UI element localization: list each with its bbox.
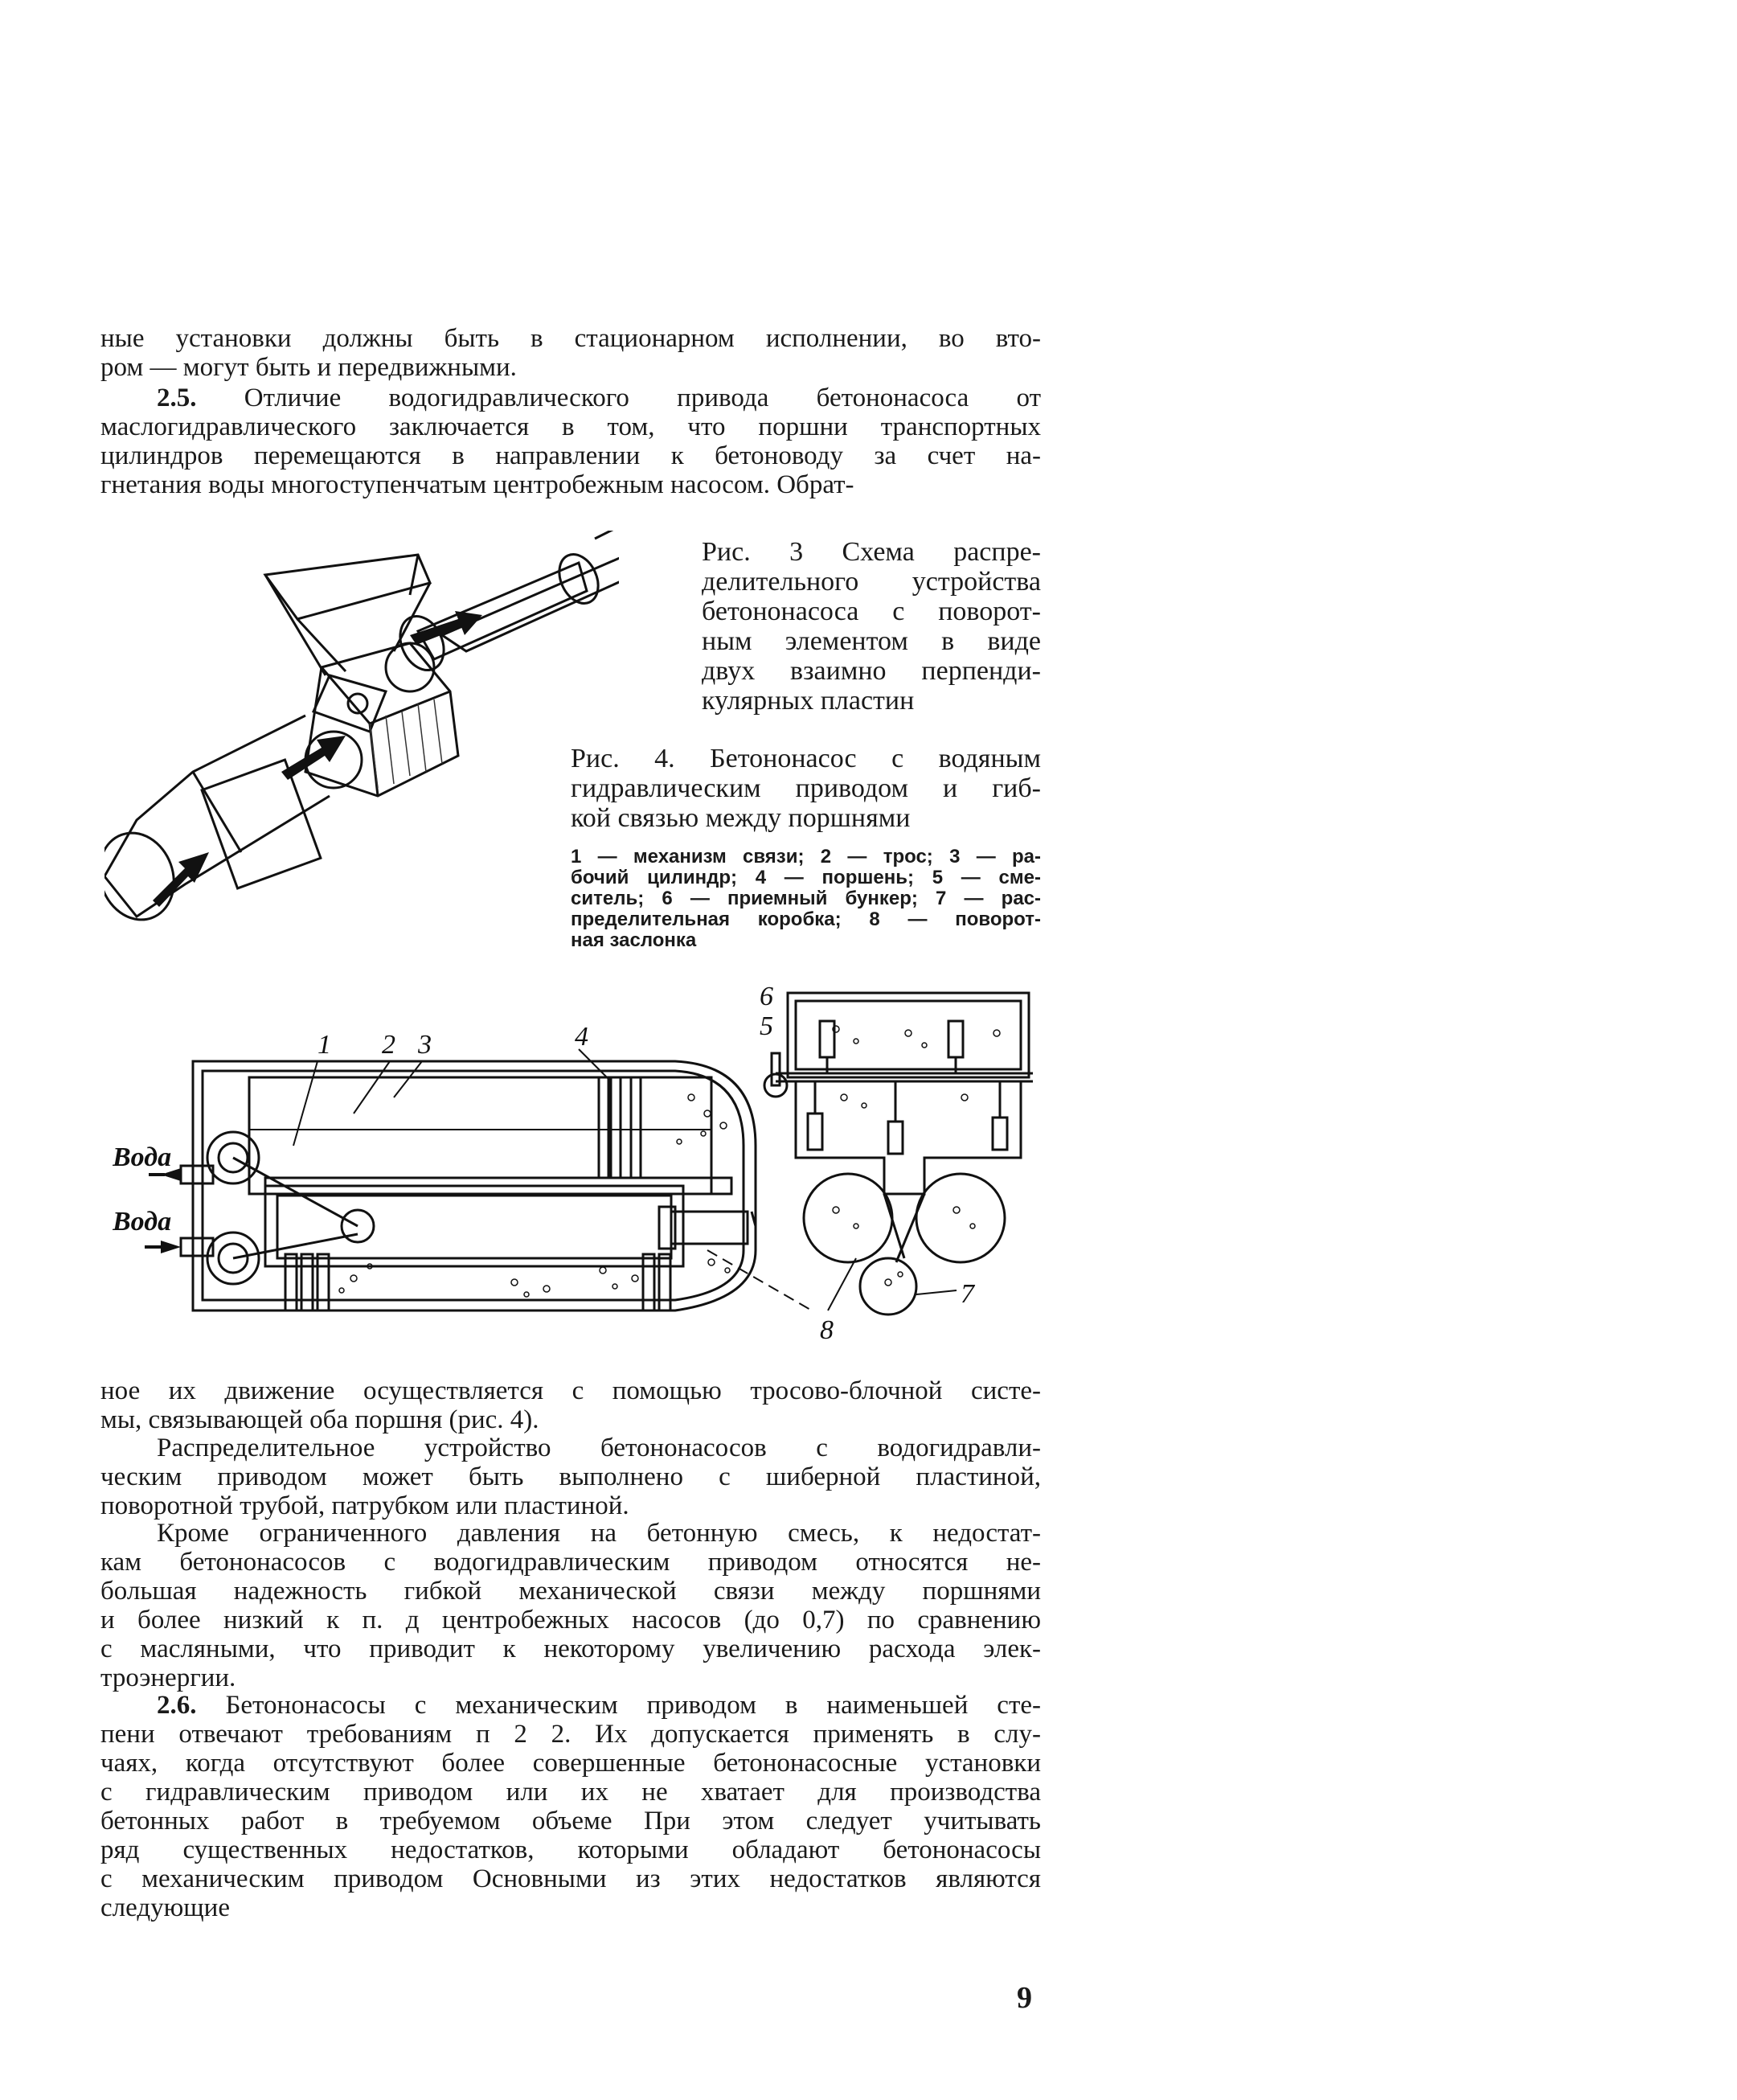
legend-line: пределительная коробка; 8 — поворот- [571,908,1041,930]
text-line: с масляными, что приводит к некоторому увеличению расхода элек- [100,1634,1041,1663]
caption-line: бетононасоса с поворот- [702,597,1041,626]
text-line: и более низкий к п. д центробежных насосов (до 0,7) по сравнению [100,1606,1041,1634]
legend-line: ная заслонка [571,929,697,951]
text-line: ряд существенных недостатков, которыми обладают бетононасосы [100,1835,1041,1864]
text-line [100,1691,1041,1720]
text-line: ром — могут быть и передвижными. [100,353,517,382]
label-3: 3 [418,1030,432,1060]
text-line: бетонных работ в требуемом объеме При этом следует учитывать [100,1807,1041,1835]
figure-4-legend [571,847,1041,951]
text-line [100,383,1041,412]
label-2: 2 [382,1030,395,1060]
text-line: ные установки должны быть в стационарном исполнении, во вто- [100,324,1041,353]
text-line: кам бетононасосов с водогидравлическим приводом относятся не- [100,1548,1041,1577]
caption-line: делительного устройства [702,567,1041,597]
distribution-device-paragraph [100,1433,1041,1520]
text-line: поворотной трубой, патрубком или пластиной. [100,1491,629,1520]
text-line: троэнергии. [100,1663,236,1692]
label-water-2: Вода [113,1207,172,1237]
section-number: 2.6. [157,1691,197,1720]
text-line: Кроме ограниченного давления на бетонную смесь, к недостат- [157,1519,1041,1548]
caption-line: Рис. 3 Схема распре- [702,537,1041,567]
text-line-content: Бетононасосы с механическим приводом в наименьшей сте- [225,1691,1041,1720]
section-number: 2.5. [157,383,197,412]
label-8: 8 [820,1315,834,1345]
text-line: с механическим приводом Основными из этих недостатков являются [100,1864,1041,1893]
text-line: ческим приводом может быть выполнено с шиберной пластиной, [100,1462,1041,1491]
text-line: мы, связывающей оба поршня (рис. 4). [100,1405,539,1434]
text-line: маслогидравлического заключается в том, что поршни транспортных [100,412,1041,441]
caption-line: кой связью между поршнями [571,803,911,833]
legend-line: ситель; 6 — приемный бункер; 7 — рас- [571,888,1041,909]
caption-line: ным элементом в виде [702,626,1041,656]
after-figure-paragraph [100,1376,1041,1434]
caption-line: двух взаимно перпенди- [702,656,1041,686]
text-line: пени отвечают требованиям п 2 2. Их допускается применять в слу- [100,1720,1041,1749]
text-line: с гидравлическим приводом или их не хватает для производства [100,1778,1041,1807]
figure-3-illustration [104,531,619,949]
text-line: цилиндров перемещаются в направлении к бетоноводу за счет на- [100,441,1041,470]
legend-line: 1 — механизм связи; 2 — трос; 3 — ра- [571,846,1041,867]
text-line: ное их движение осуществляется с помощью тросово-блочной систе- [100,1376,1041,1405]
disadvantages-paragraph [100,1519,1041,1692]
figure-4-drawing [113,985,1045,1347]
caption-line: гидравлическим приводом и гиб- [571,773,1041,803]
legend-line: бочий цилиндр; 4 — поршень; 5 — сме- [571,867,1041,888]
figure-4-caption [571,744,1041,833]
page-number: 9 [1017,1981,1032,2015]
label-5: 5 [760,1011,773,1041]
text-line: чаях, когда отсутствуют более совершенные бетононасосные установки [100,1749,1041,1778]
text-line: Распределительное устройство бетононасосов с водогидравли- [157,1433,1041,1462]
section-2-5-paragraph [100,383,1041,499]
text-line: следующие [100,1893,230,1922]
label-6: 6 [760,985,773,1011]
caption-line: кулярных пластин [702,686,915,716]
label-4: 4 [575,1022,588,1052]
label-1: 1 [317,1030,331,1060]
text-line: гнетания воды многоступенчатым центробежным насосом. Обрат- [100,470,854,499]
caption-line: Рис. 4. Бетононасос с водяным [571,744,1041,773]
top-paragraph [100,324,1041,382]
figure-3-caption [702,537,1041,716]
text-line: большая надежность гибкой механической связи между поршнями [100,1577,1041,1606]
text-line-content: Отличие водогидравлического привода бетононасоса от [244,383,1041,412]
section-2-6-paragraph [100,1691,1041,1922]
label-7: 7 [961,1279,974,1309]
label-water-1: Вода [113,1142,172,1172]
